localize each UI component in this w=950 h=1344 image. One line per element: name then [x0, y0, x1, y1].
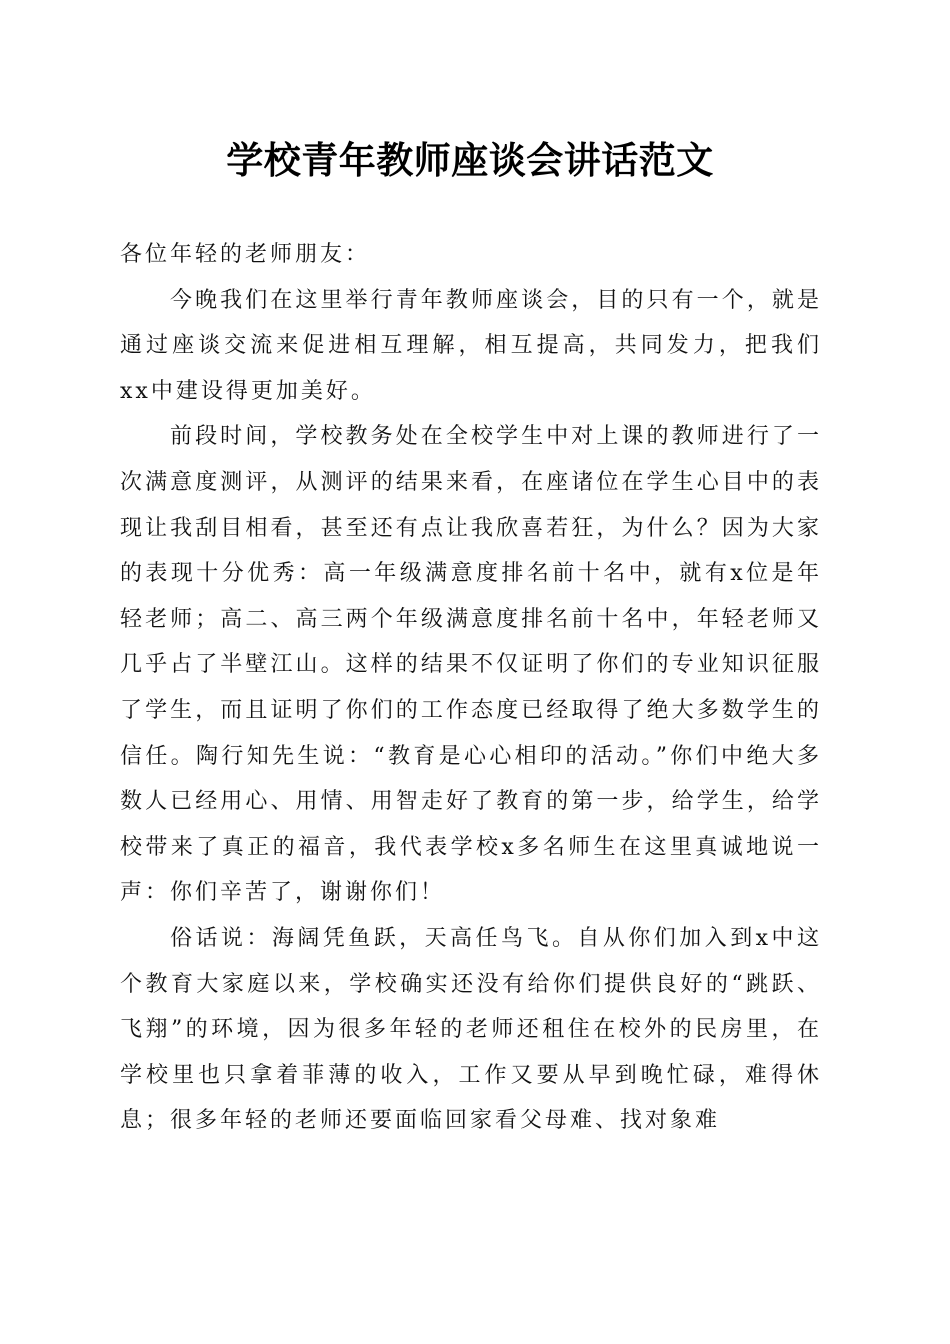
salutation: 各位年轻的老师朋友：	[120, 242, 371, 267]
paragraph-3: 俗话说：海阔凭鱼跃，天高任鸟飞。自从你们加入到x中这个教育大家庭以来，学校确实还没有给你们提供良好的“跳跃、飞翔”的环境，因为很多年轻的老师还租住在校外的民房里，在学校里也只拿着菲薄的收入，工作又要从早到晚忙碌，难得休息；很多年轻的老师还要面临回家看父母难、找对象难	[120, 925, 822, 1134]
paragraph-1: 今晚我们在这里举行青年教师座谈会，目的只有一个，就是通过座谈交流来促进相互理解，相互提高，共同发力，把我们xx中建设得更加美好。	[120, 287, 822, 404]
document-body	[120, 232, 822, 1144]
document-title: 学校青年教师座谈会讲话范文	[226, 138, 714, 182]
paragraph-2: 前段时间，学校教务处在全校学生中对上课的教师进行了一次满意度测评，从测评的结果来看，在座诸位在学生心目中的表现让我刮目相看，甚至还有点让我欣喜若狂，为什么？因为大家的表现十分优秀：高一年级满意度排名前十名中，就有x位是年轻老师；高二、高三两个年级满意度排名前十名中，年轻老师又几乎占了半壁江山。这样的结果不仅证明了你们的专业知识征服了学生，而且证明了你们的工作态度已经取得了绝大多数学生的信任。陶行知先生说：“教育是心心相印的活动。”你们中绝大多数人已经用心、用情、用智走好了教育的第一步，给学生，给学校带来了真正的福音，我代表学校x多名师生在这里真诚地说一声：你们辛苦了，谢谢你们！	[120, 424, 822, 906]
